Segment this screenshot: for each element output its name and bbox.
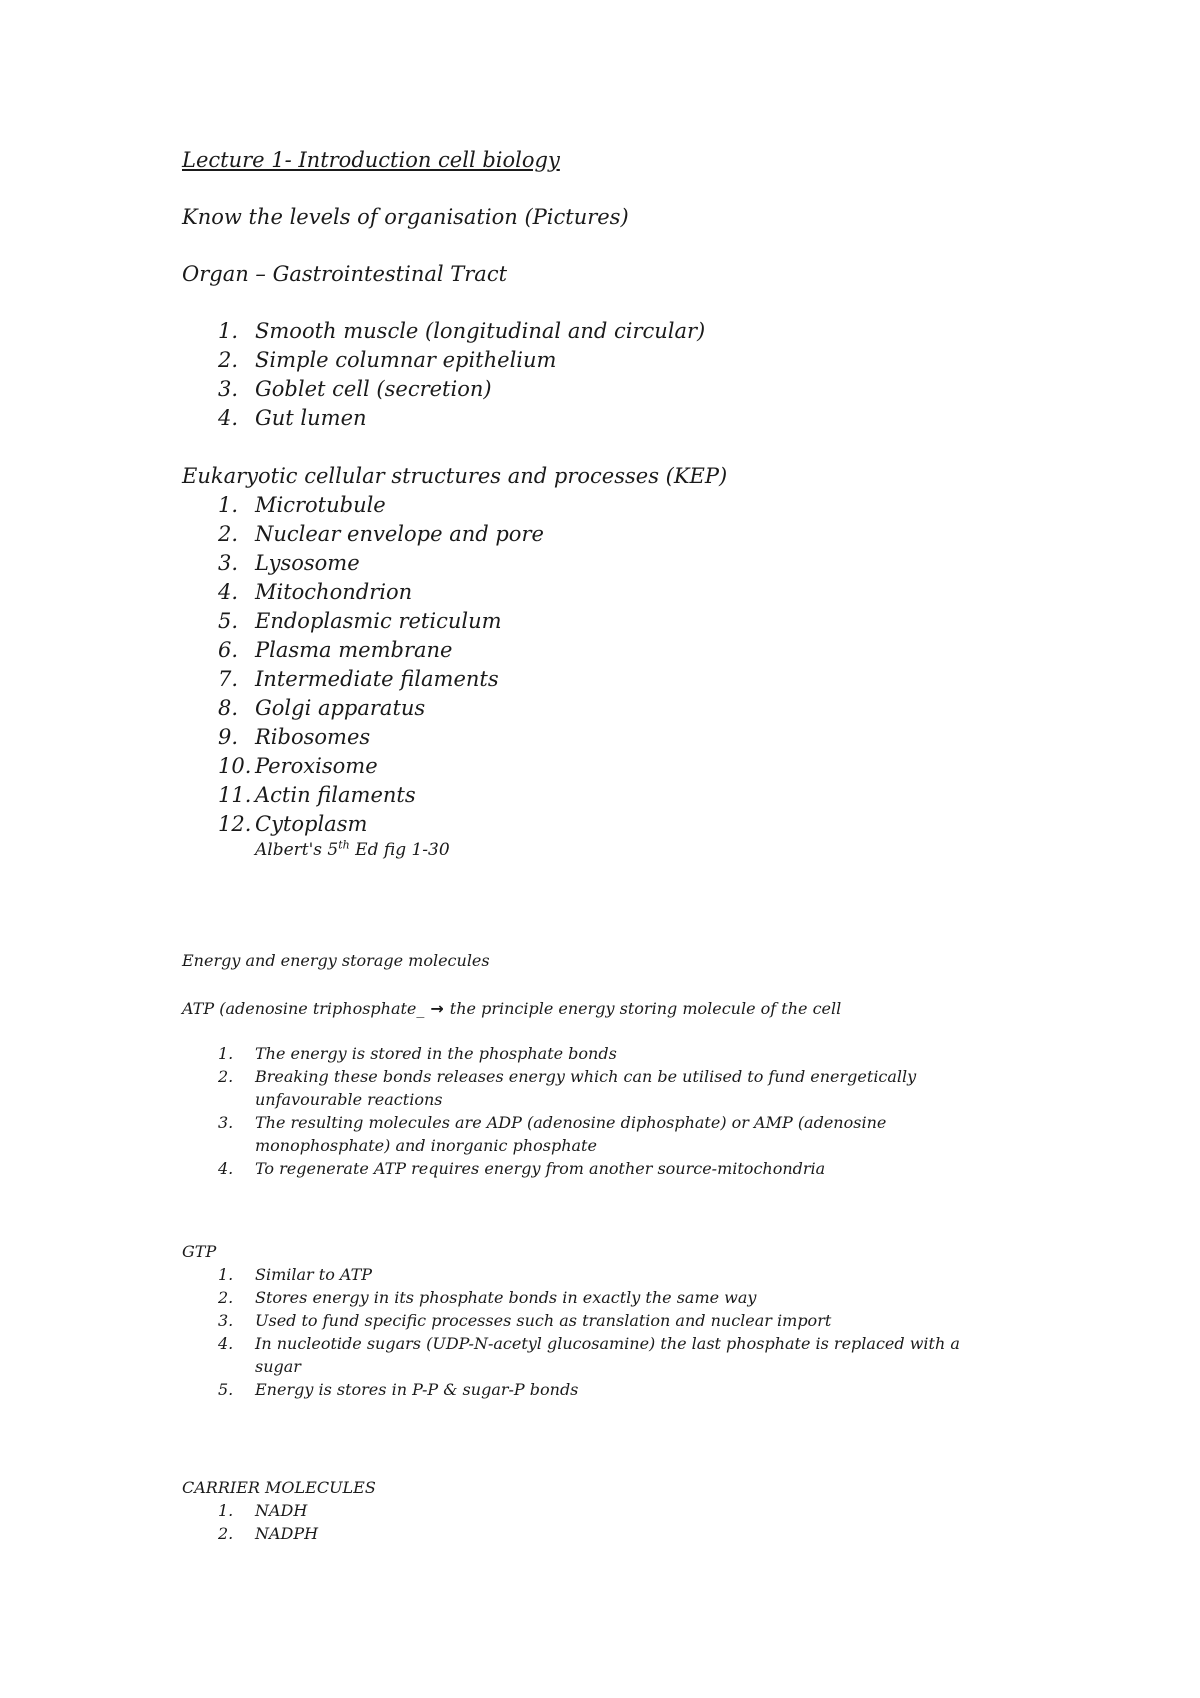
list-text: Ribosomes bbox=[255, 725, 371, 749]
list-text: Peroxisome bbox=[255, 754, 378, 778]
carrier-heading: CARRIER MOLECULES bbox=[182, 1478, 376, 1497]
list-number: 3. bbox=[218, 377, 239, 401]
list-item bbox=[182, 549, 1082, 578]
list-number: 6. bbox=[218, 638, 239, 662]
levels-text: Know the levels of organisation (Pictures) bbox=[182, 205, 629, 229]
list-item bbox=[182, 607, 1082, 636]
list-item bbox=[182, 346, 1082, 375]
list-item bbox=[182, 1286, 1002, 1309]
list-text: NADPH bbox=[255, 1524, 319, 1543]
gtp-list bbox=[182, 1263, 1002, 1401]
list-item bbox=[182, 1522, 1082, 1545]
list-item bbox=[182, 781, 1082, 810]
list-text: Nuclear envelope and pore bbox=[255, 522, 544, 546]
organ-heading: Organ – Gastrointestinal Tract bbox=[182, 262, 508, 286]
atp-section bbox=[182, 997, 1082, 1180]
gtp-section bbox=[182, 1240, 1082, 1401]
list-text: Used to fund specific processes such as translation and nuclear import bbox=[255, 1311, 832, 1330]
lecture-title: Lecture 1- Introduction cell biology bbox=[182, 148, 560, 172]
organ-section bbox=[182, 260, 1082, 433]
list-text: Actin filaments bbox=[255, 783, 416, 807]
lecture-title-block bbox=[182, 146, 1082, 175]
atp-tail: the principle energy storing molecule of the cell bbox=[449, 999, 842, 1018]
list-text: Similar to ATP bbox=[255, 1265, 373, 1284]
list-item bbox=[182, 520, 1082, 549]
list-text: NADH bbox=[255, 1501, 308, 1520]
list-item bbox=[182, 578, 1082, 607]
list-number: 5. bbox=[218, 609, 239, 633]
list-number: 9. bbox=[218, 725, 239, 749]
list-item bbox=[182, 1157, 982, 1180]
list-number: 12. bbox=[218, 812, 252, 836]
list-text: Lysosome bbox=[255, 551, 360, 575]
list-number: 7. bbox=[218, 667, 239, 691]
list-item bbox=[182, 1042, 982, 1065]
list-item bbox=[182, 1499, 1082, 1522]
list-item bbox=[182, 375, 1082, 404]
list-item bbox=[182, 665, 1082, 694]
list-text: Intermediate filaments bbox=[255, 667, 499, 691]
list-item bbox=[182, 1309, 1002, 1332]
list-text: To regenerate ATP requires energy from another source-mitochondria bbox=[255, 1159, 826, 1178]
citation-superscript: th bbox=[338, 838, 350, 852]
list-item bbox=[182, 1263, 1002, 1286]
list-item bbox=[182, 694, 1082, 723]
list-item bbox=[182, 1332, 1002, 1378]
list-text: The resulting molecules are ADP (adenosine diphosphate) or AMP (adenosine monophosphate) and inorganic phosphate bbox=[255, 1113, 887, 1155]
list-text: Golgi apparatus bbox=[255, 696, 426, 720]
list-text: The energy is stored in the phosphate bonds bbox=[255, 1044, 617, 1063]
list-text: Simple columnar epithelium bbox=[255, 348, 557, 372]
list-number: 3. bbox=[218, 1113, 234, 1132]
list-number: 11. bbox=[218, 783, 252, 807]
list-number: 5. bbox=[218, 1380, 234, 1399]
list-text: Plasma membrane bbox=[255, 638, 453, 662]
list-text: In nucleotide sugars (UDP-N-acetyl glucosamine) the last phosphate is replaced with a sugar bbox=[255, 1334, 960, 1376]
list-number: 1. bbox=[218, 1265, 234, 1284]
figure-citation bbox=[182, 839, 1082, 861]
atp-lead: ATP (adenosine triphosphate_ bbox=[182, 999, 425, 1018]
carrier-list bbox=[182, 1499, 1082, 1545]
energy-heading: Energy and energy storage molecules bbox=[182, 951, 490, 970]
list-text: Stores energy in its phosphate bonds in exactly the same way bbox=[255, 1288, 757, 1307]
list-item bbox=[182, 1378, 1002, 1401]
list-number: 1. bbox=[218, 493, 239, 517]
list-text: Smooth muscle (longitudinal and circular) bbox=[255, 319, 706, 343]
levels-block bbox=[182, 203, 1082, 232]
list-number: 4. bbox=[218, 580, 239, 604]
list-number: 1. bbox=[218, 1501, 234, 1520]
energy-block bbox=[182, 949, 1082, 972]
kep-section bbox=[182, 462, 1082, 861]
list-text: Goblet cell (secretion) bbox=[255, 377, 492, 401]
list-number: 1. bbox=[218, 1044, 234, 1063]
list-number: 2. bbox=[218, 348, 239, 372]
citation-text-end: Ed fig 1-30 bbox=[349, 840, 450, 860]
list-item bbox=[182, 404, 1082, 433]
list-text: Energy is stores in P-P & sugar-P bonds bbox=[255, 1380, 579, 1399]
list-number: 2. bbox=[218, 1524, 234, 1543]
list-number: 1. bbox=[218, 319, 239, 343]
list-item bbox=[182, 636, 1082, 665]
list-item bbox=[182, 317, 1082, 346]
gtp-heading: GTP bbox=[182, 1242, 217, 1261]
list-number: 2. bbox=[218, 1288, 234, 1307]
atp-list bbox=[182, 1042, 982, 1180]
list-number: 4. bbox=[218, 1334, 234, 1353]
list-number: 8. bbox=[218, 696, 239, 720]
list-number: 4. bbox=[218, 406, 239, 430]
list-item bbox=[182, 491, 1082, 520]
organ-list bbox=[182, 317, 1082, 433]
right-arrow-icon: → bbox=[430, 999, 444, 1018]
list-text: Gut lumen bbox=[255, 406, 367, 430]
list-item bbox=[182, 752, 1082, 781]
list-number: 10. bbox=[218, 754, 252, 778]
list-number: 3. bbox=[218, 1311, 234, 1330]
citation-text: Albert's 5 bbox=[255, 840, 339, 860]
list-item bbox=[182, 1111, 982, 1157]
atp-intro bbox=[182, 997, 1082, 1020]
list-text: Endoplasmic reticulum bbox=[255, 609, 502, 633]
list-text: Cytoplasm bbox=[255, 812, 368, 836]
list-item bbox=[182, 810, 1082, 839]
list-item bbox=[182, 723, 1082, 752]
list-item bbox=[182, 1065, 982, 1111]
list-number: 4. bbox=[218, 1159, 234, 1178]
list-text: Breaking these bonds releases energy which can be utilised to fund energetically unfavourable reactions bbox=[255, 1067, 917, 1109]
carrier-section bbox=[182, 1476, 1082, 1545]
list-text: Mitochondrion bbox=[255, 580, 413, 604]
list-number: 3. bbox=[218, 551, 239, 575]
kep-list bbox=[182, 491, 1082, 839]
list-text: Microtubule bbox=[255, 493, 386, 517]
list-number: 2. bbox=[218, 522, 239, 546]
kep-heading: Eukaryotic cellular structures and processes (KEP) bbox=[182, 464, 728, 488]
list-number: 2. bbox=[218, 1067, 234, 1086]
